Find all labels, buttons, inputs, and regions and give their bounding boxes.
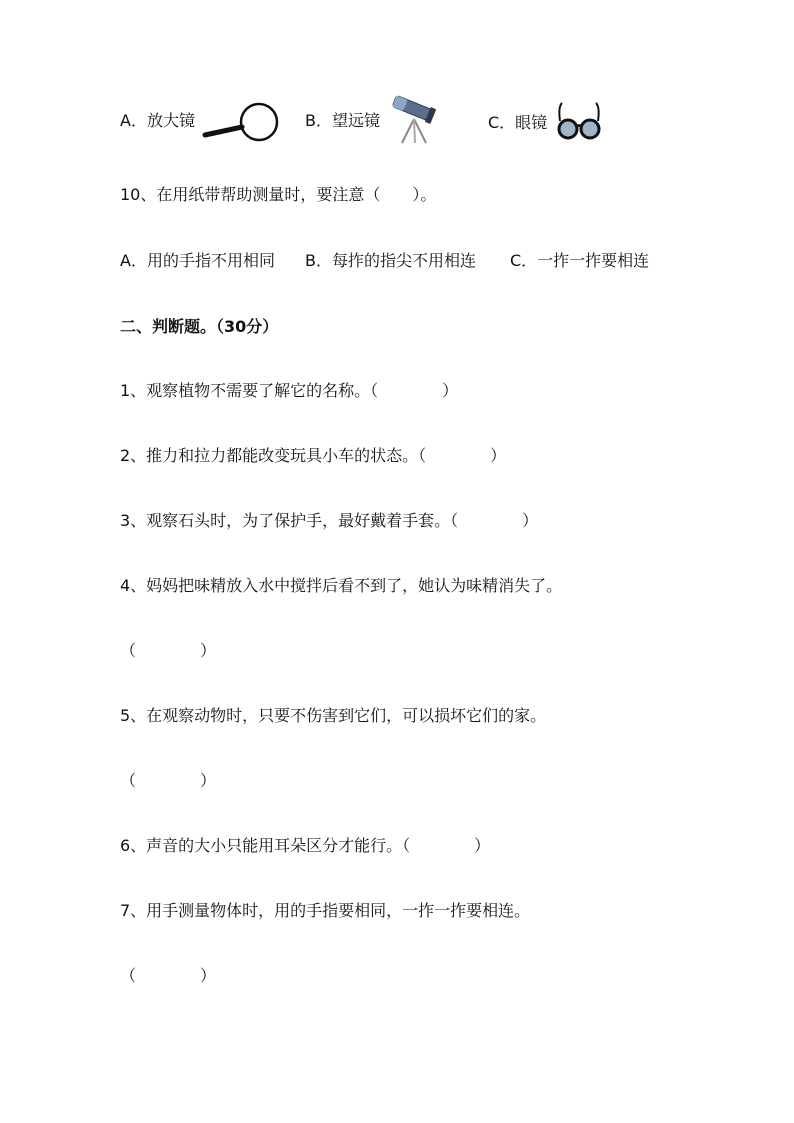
q10-option-a: A．用的手指不用相同 xyxy=(120,251,275,270)
judgement-6: 6、声音的大小只能用耳朵区分才能行。（ ） xyxy=(120,836,491,855)
judgement-2: 2、推力和拉力都能改变玩具小车的状态。（ ） xyxy=(120,446,507,465)
option-a-magnifier: A．放大镜 xyxy=(120,111,195,130)
judgement-7-answer-blank[interactable]: （ ） xyxy=(120,966,217,985)
option-b-telescope: B．望远镜 xyxy=(305,111,380,130)
judgement-7: 7、用手测量物体时，用的手指要相同，一拃一拃要相连。 xyxy=(120,901,531,920)
judgement-5: 5、在观察动物时，只要不伤害到它们，可以损坏它们的家。 xyxy=(120,706,547,725)
section-title-judgement: 二、判断题。（30分） xyxy=(120,317,279,336)
judgement-3: 3、观察石头时，为了保护手，最好戴着手套。（ ） xyxy=(120,511,539,530)
glasses-icon xyxy=(556,101,602,141)
question-10: 10、在用纸带帮助测量时，要注意（ ）。 xyxy=(120,185,437,204)
magnifier-icon xyxy=(202,101,280,143)
judgement-4-answer-blank[interactable]: （ ） xyxy=(120,641,217,660)
option-c-glasses: C．眼镜 xyxy=(488,113,548,132)
judgement-5-answer-blank[interactable]: （ ） xyxy=(120,771,217,790)
judgement-1: 1、观察植物不需要了解它的名称。（ ） xyxy=(120,381,459,400)
q10-option-b: B．每拃的指尖不用相连 xyxy=(305,251,476,270)
judgement-4: 4、妈妈把味精放入水中搅拌后看不到了，她认为味精消失了。 xyxy=(120,576,563,595)
telescope-icon xyxy=(388,93,440,145)
q10-option-c: C．一拃一拃要相连 xyxy=(510,251,650,270)
